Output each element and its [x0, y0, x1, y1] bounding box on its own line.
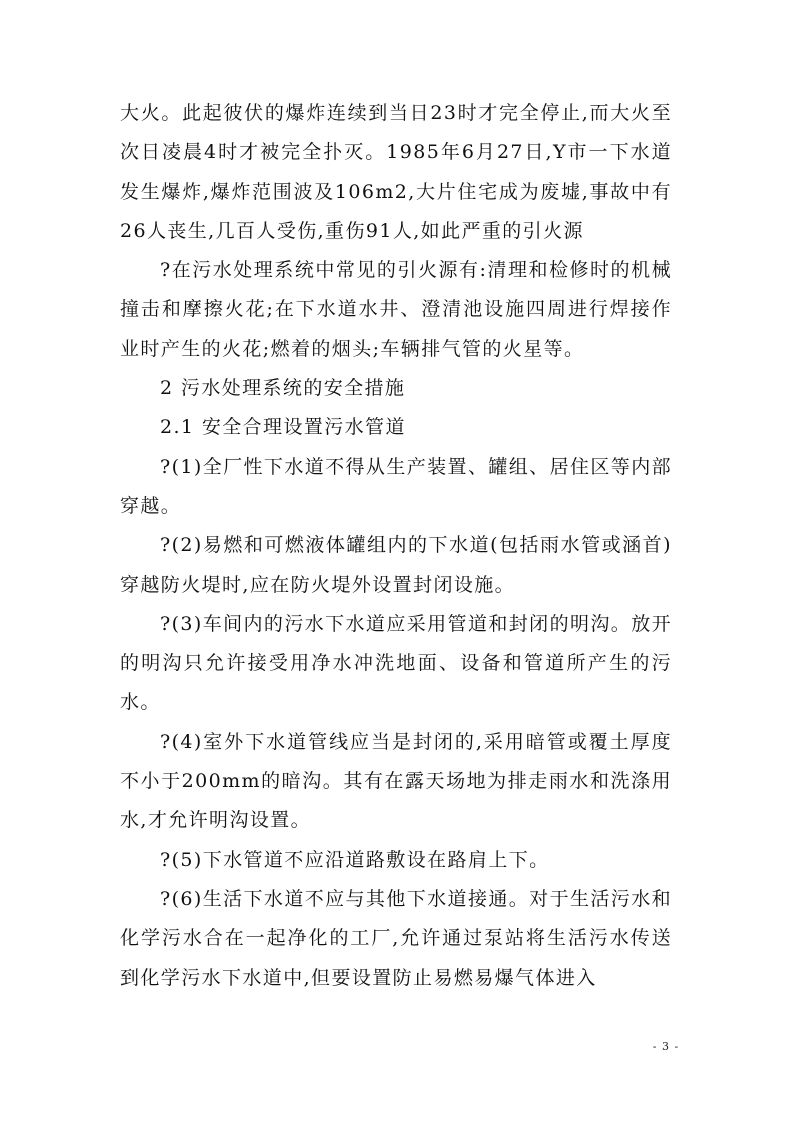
paragraph-2: ?在污水处理系统中常见的引火源有:清理和检修时的机械撞击和摩擦火花;在下水道水井、澄清池设施四周进行焊接作业时产生的火花;燃着的烟头;车辆排气管的火星等。 — [120, 259, 672, 360]
page-number: - 3 - — [652, 1040, 680, 1053]
section-heading-2-1: 2.1 安全合理设置污水管道 — [160, 416, 406, 439]
list-item-4: ?(4)室外下水道管线应当是封闭的,采用暗管或覆土厚度不小于200mm的暗沟。其有在露天场地为排走雨水和洗涤用水,才允许明沟设置。 — [120, 730, 672, 832]
list-item-2: ?(2)易燃和可燃液体罐组内的下水道(包括雨水管或涵首)穿越防火堤时,应在防火堤外设置封闭设施。 — [120, 534, 672, 596]
document-page — [120, 94, 672, 998]
paragraph-1: 大火。此起彼伏的爆炸连续到当日23时才完全停止,而大火至次日凌晨4时才被完全扑灭。1985年6月27日,Y市一下水道发生爆炸,爆炸范围波及106m2,大片住宅成为废墟,事故中有26人丧生,几百人受伤,重伤91人,如此严重的引火源 — [120, 102, 672, 242]
list-item-3: ?(3)车间内的污水下水道应采用管道和封闭的明沟。放开的明沟只允许接受用净水冲洗地面、设备和管道所产生的污水。 — [120, 612, 672, 714]
list-item-5: ?(5)下水管道不应沿道路敷设在路肩上下。 — [160, 848, 550, 871]
list-item-1: ?(1)全厂性下水道不得从生产装置、罐组、居住区等内部穿越。 — [120, 455, 672, 517]
list-item-6: ?(6)生活下水道不应与其他下水道接通。对于生活污水和化学污水合在一起净化的工厂,允许通过泵站将生活污水传送到化学污水下水道中,但要设置防止易燃易爆气体进入 — [120, 887, 672, 989]
section-heading-2: 2 污水处理系统的安全措施 — [160, 377, 406, 400]
